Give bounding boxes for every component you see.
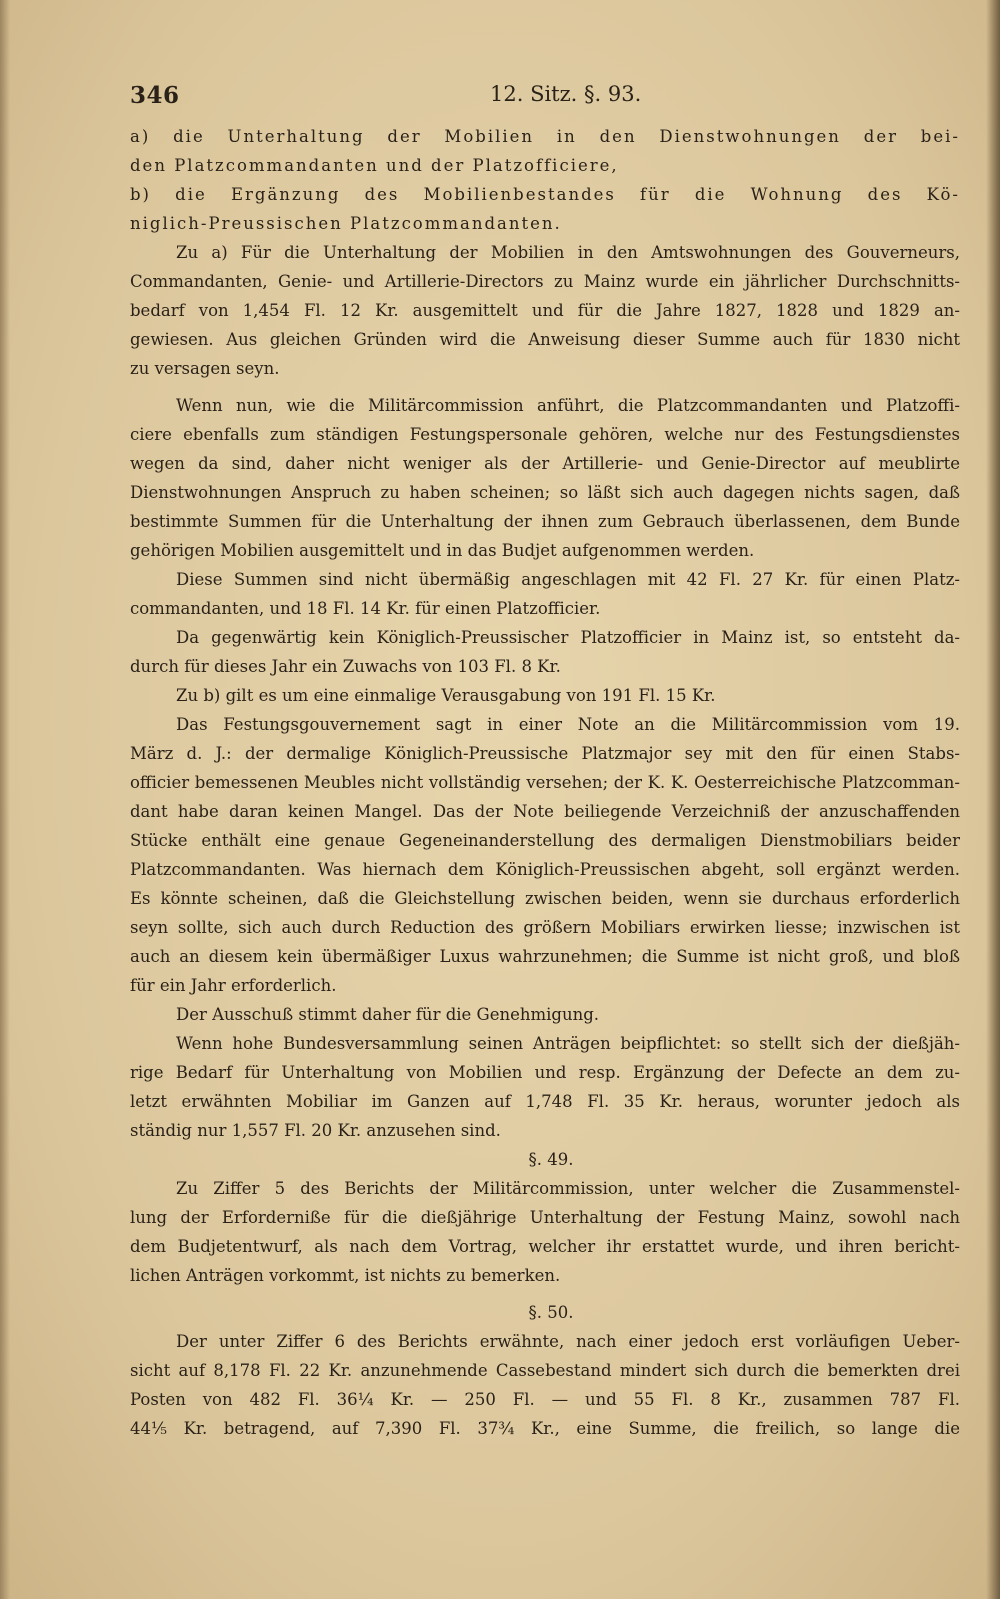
text-line: auch an diesem kein übermäßiger Luxus wahrzunehmen; die Summe ist nicht groß, und bloß xyxy=(130,947,960,966)
text-line: sicht auf 8,178 Fl. 22 Kr. anzunehmende Cassebestand mindert sich durch die bemerkten drei xyxy=(130,1361,960,1380)
text-line: dant habe daran keinen Mangel. Das der Note beiliegende Verzeichniß der anzuschaffenden xyxy=(130,802,960,821)
text-line: durch für dieses Jahr ein Zuwachs von 103 Fl. 8 Kr. xyxy=(130,657,561,676)
page-number: 346 xyxy=(130,82,180,109)
text-line: letzt erwähnten Mobiliar im Ganzen auf 1,748 Fl. 35 Kr. heraus, worunter jedoch als xyxy=(130,1092,960,1111)
text-line: Commandanten, Genie- und Artillerie-Directors zu Mainz wurde ein jährlicher Durchschnitts- xyxy=(130,272,960,291)
text-line: commandanten, und 18 Fl. 14 Kr. für einen Platzofficier. xyxy=(130,599,601,618)
text-line: Zu b) gilt es um eine einmalige Verausgabung von 191 Fl. 15 Kr. xyxy=(176,686,716,705)
text-line: Es könnte scheinen, daß die Gleichstellung zwischen beiden, wenn sie durchaus erforderlich xyxy=(130,889,960,908)
page-header xyxy=(130,82,960,114)
text-line: bestimmte Summen für die Unterhaltung der ihnen zum Gebrauch überlassenen, dem Bunde xyxy=(130,512,960,531)
text-line: Zu a) Für die Unterhaltung der Mobilien in den Amtswohnungen des Gouverneurs, xyxy=(176,243,960,262)
text-line: Wenn nun, wie die Militärcommission anführt, die Platzcommandanten und Platzoffi- xyxy=(176,396,960,415)
text-line: a) die Unterhaltung der Mobilien in den Dienstwohnungen der bei- xyxy=(130,127,960,146)
text-line: Dienstwohnungen Anspruch zu haben scheinen; so läßt sich auch dagegen nichts sagen, daß xyxy=(130,483,960,502)
text-line: lichen Anträgen vorkommt, ist nichts zu bemerken. xyxy=(130,1266,561,1285)
text-line: den Platzcommandanten und der Platzofficiere, xyxy=(130,156,619,175)
text-line: zu versagen seyn. xyxy=(130,359,280,378)
text-line: für ein Jahr erforderlich. xyxy=(130,976,337,995)
gutter-shadow xyxy=(0,0,10,1599)
text-line: rige Bedarf für Unterhaltung von Mobilien und resp. Ergänzung der Defecte an dem zu- xyxy=(130,1063,960,1082)
text-line: gehörigen Mobilien ausgemittelt und in das Budjet aufgenommen werden. xyxy=(130,541,755,560)
running-head: 12. Sitz. §. 93. xyxy=(490,82,642,106)
text-line: Der Ausschuß stimmt daher für die Genehmigung. xyxy=(176,1005,600,1024)
text-line: März d. J.: der dermalige Königlich-Preussische Platzmajor sey mit den für einen Stabs- xyxy=(130,744,960,763)
text-line: Wenn hohe Bundesversammlung seinen Anträgen beipflichtet: so stellt sich der dießjäh- xyxy=(176,1034,960,1053)
text-line: niglich-Preussischen Platzcommandanten. xyxy=(130,214,562,233)
text-line: bedarf von 1,454 Fl. 12 Kr. ausgemittelt und für die Jahre 1827, 1828 und 1829 an- xyxy=(130,301,960,320)
text-line: Das Festungsgouvernement sagt in einer Note an die Militärcommission vom 19. xyxy=(176,715,960,734)
text-line: Da gegenwärtig kein Königlich-Preussischer Platzofficier in Mainz ist, so entsteht da- xyxy=(176,628,960,647)
text-line: Platzcommandanten. Was hiernach dem Königlich-Preussischen abgeht, soll ergänzt werden. xyxy=(130,860,960,879)
text-line: Stücke enthält eine genaue Gegeneinanderstellung des dermaligen Dienstmobiliars beider xyxy=(130,831,960,850)
text-line: gewiesen. Aus gleichen Gründen wird die Anweisung dieser Summe auch für 1830 nicht xyxy=(130,330,960,349)
text-line: 44⅕ Kr. betragend, auf 7,390 Fl. 37¾ Kr., eine Summe, die freilich, so lange die xyxy=(130,1419,960,1438)
text-line: officier bemessenen Meubles nicht vollständig versehen; der K. K. Oesterreichische Platzcomman- xyxy=(130,773,960,792)
text-line: ciere ebenfalls zum ständigen Festungspersonale gehören, welche nur des Festungsdienstes xyxy=(130,425,960,444)
text-line: b) die Ergänzung des Mobilienbestandes für die Wohnung des Kö- xyxy=(130,185,960,204)
text-line: Posten von 482 Fl. 36¼ Kr. — 250 Fl. — und 55 Fl. 8 Kr., zusammen 787 Fl. xyxy=(130,1390,960,1409)
text-line: seyn sollte, sich auch durch Reduction des größern Mobiliars erwirken liesse; inzwischen ist xyxy=(130,918,960,937)
page-edge xyxy=(986,0,1000,1599)
section-heading: §. 49. xyxy=(528,1150,574,1169)
text-line: wegen da sind, daher nicht weniger als der Artillerie- und Genie-Director auf meublirte xyxy=(130,454,960,473)
text-line: Diese Summen sind nicht übermäßig angeschlagen mit 42 Fl. 27 Kr. für einen Platz- xyxy=(176,570,960,589)
text-line: Zu Ziffer 5 des Berichts der Militärcommission, unter welcher die Zusammenstel- xyxy=(176,1179,960,1198)
text-line: dem Budjetentwurf, als nach dem Vortrag, welcher ihr erstattet wurde, und ihren bericht- xyxy=(130,1237,960,1256)
text-line: ständig nur 1,557 Fl. 20 Kr. anzusehen sind. xyxy=(130,1121,501,1140)
section-heading: §. 50. xyxy=(528,1303,574,1322)
body-text xyxy=(130,122,960,1443)
text-line: Der unter Ziffer 6 des Berichts erwähnte, nach einer jedoch erst vorläufigen Ueber- xyxy=(176,1332,960,1351)
text-line: lung der Erforderniße für die dießjährige Unterhaltung der Festung Mainz, sowohl nach xyxy=(130,1208,960,1227)
